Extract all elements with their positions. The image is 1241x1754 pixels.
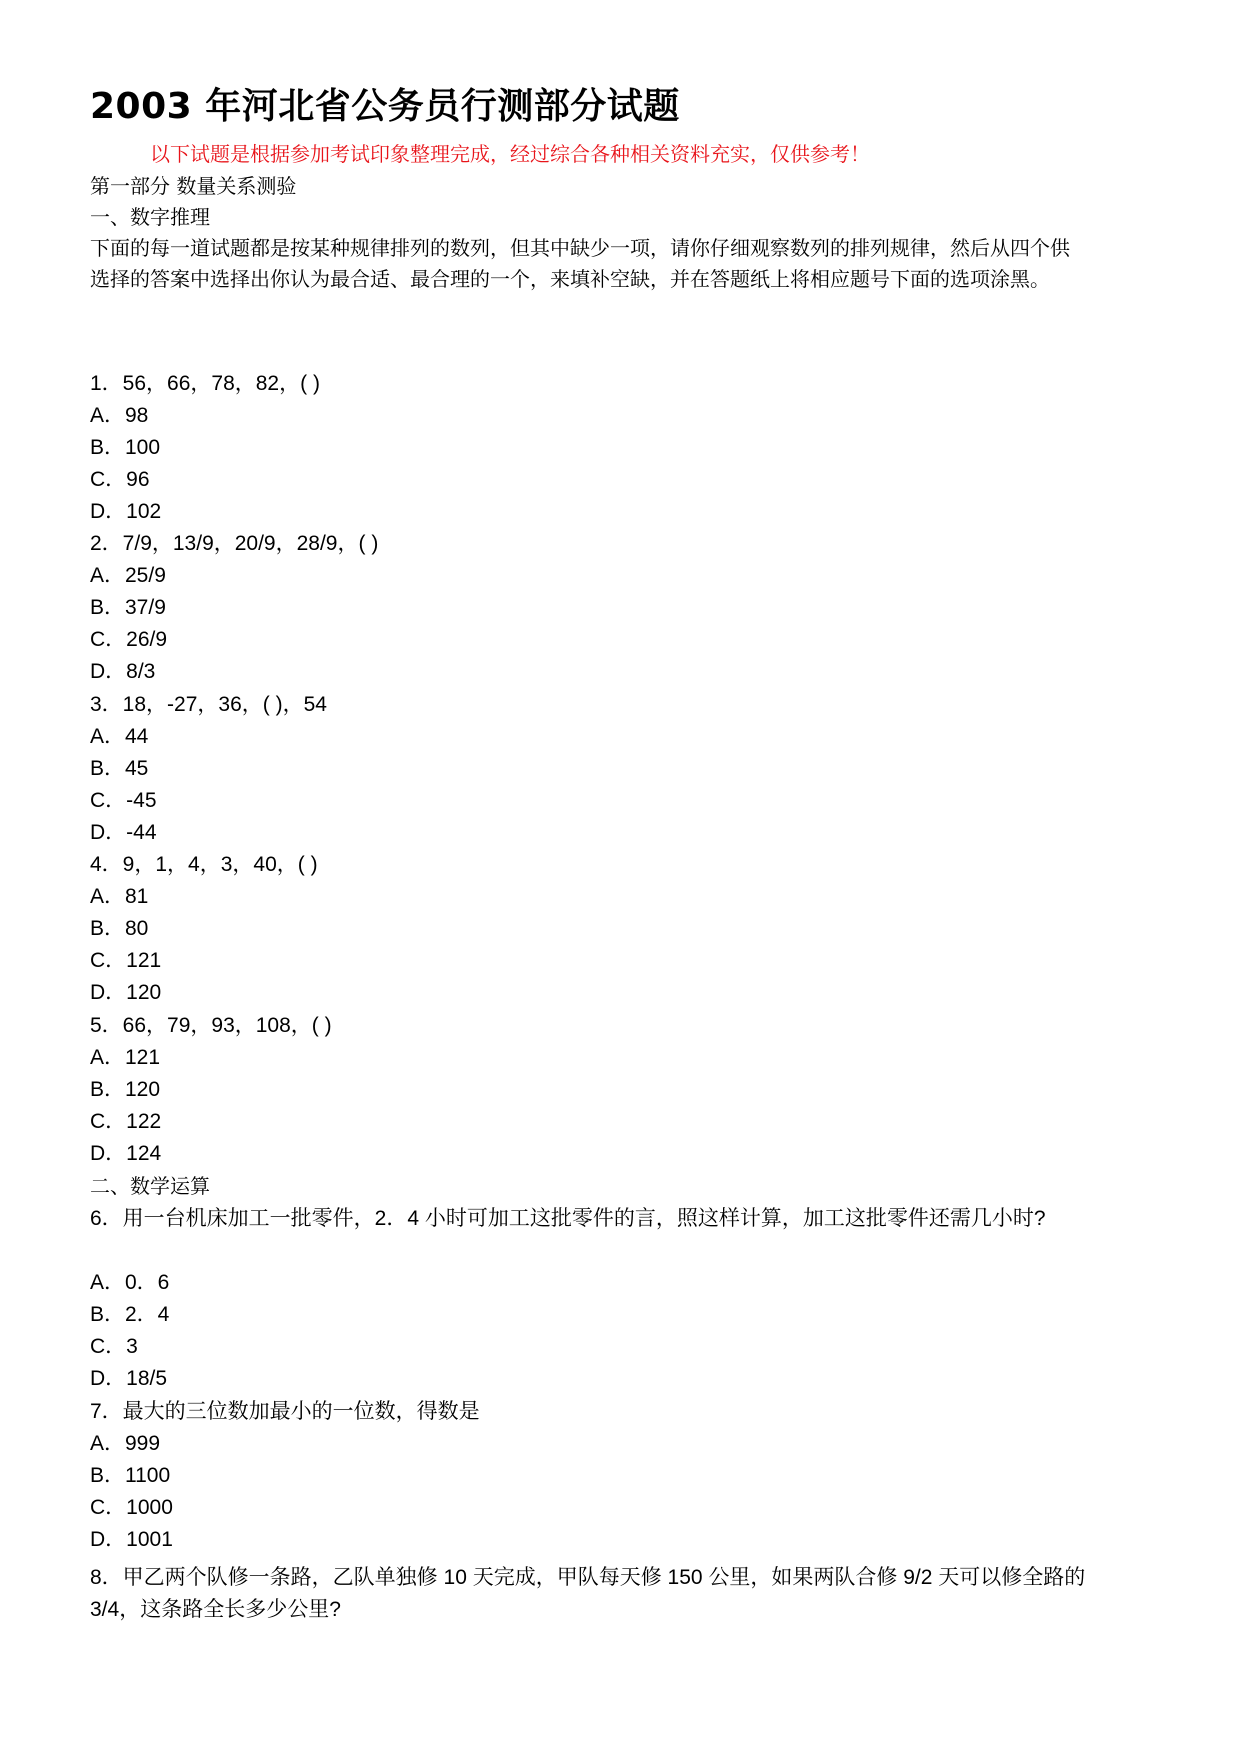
question-7-stem: 7．最大的三位数加最小的一位数，得数是 [90, 1400, 480, 1423]
part-heading: 第一部分 数量关系测验 [90, 174, 297, 198]
question-6-option-c: C．3 [90, 1335, 138, 1358]
instructions-line: 选择的答案中选择出你认为最合适、最合理的一个，来填补空缺，并在答题纸上将相应题号下面的选项涂黑。 [90, 267, 1050, 291]
question-2-option-d: D．8/3 [90, 660, 156, 683]
question-3-stem: 3．18，-27，36，( )，54 [90, 693, 327, 716]
document-title: 2003 年河北省公务员行测部分试题 [90, 86, 680, 127]
question-6-option-a: A．0．6 [90, 1271, 170, 1294]
question-8-stem [90, 1562, 1160, 1626]
question-1-option-a: A．98 [90, 404, 149, 427]
section-heading-number-reasoning: 一、数字推理 [90, 205, 210, 229]
question-7-option-d: D．1001 [90, 1528, 173, 1551]
question-5-option-b: B．120 [90, 1078, 161, 1101]
question-3-option-b: B．45 [90, 757, 149, 780]
question-5-option-a: A．121 [90, 1046, 161, 1069]
question-1-option-d: D．102 [90, 500, 162, 523]
question-4-option-c: C．121 [90, 949, 162, 972]
question-3-option-a: A．44 [90, 725, 149, 748]
question-3-option-c: C．-45 [90, 789, 157, 812]
question-3-option-d: D．-44 [90, 821, 157, 844]
question-5-option-c: C．122 [90, 1110, 162, 1133]
question-2-option-a: A．25/9 [90, 564, 166, 587]
question-7-option-a: A．999 [90, 1432, 161, 1455]
question-6-option-b: B．2．4 [90, 1303, 170, 1326]
question-4-stem: 4．9，1，4，3，40，( ) [90, 853, 318, 876]
question-4-option-a: A．81 [90, 885, 149, 908]
question-1-option-b: B．100 [90, 436, 161, 459]
instructions-line: 下面的每一道试题都是按某种规律排列的数列，但其中缺少一项，请你仔细观察数列的排列规律，然后从四个供 [90, 236, 1070, 260]
question-1-stem: 1．56，66，78，82，( ) [90, 372, 320, 395]
question-8-stem-line: 3/4，这条路全长多少公里? [90, 1598, 341, 1621]
question-5-stem: 5．66，79，93，108，( ) [90, 1014, 332, 1037]
question-6-option-d: D．18/5 [90, 1367, 168, 1390]
section-heading-math-operations: 二、数学运算 [90, 1174, 210, 1198]
notice-text: 以下试题是根据参加考试印象整理完成，经过综合各种相关资料充实，仅供参考！ [150, 142, 870, 166]
question-4-option-d: D．120 [90, 981, 162, 1004]
question-4-option-b: B．80 [90, 917, 149, 940]
question-7-option-c: C．1000 [90, 1496, 173, 1519]
instructions-paragraph [90, 233, 1160, 295]
question-2-option-c: C．26/9 [90, 628, 168, 651]
question-5-option-d: D．124 [90, 1142, 162, 1165]
question-2-option-b: B．37/9 [90, 596, 166, 619]
question-8-stem-line: 8．甲乙两个队修一条路，乙队单独修 10 天完成，甲队每天修 150 公里，如果两队合修 9/2 天可以修全路的 [90, 1566, 1086, 1589]
question-6-stem: 6．用一台机床加工一批零件，2．4 小时可加工这批零件的言，照这样计算，加工这批零件还需几小时? [90, 1207, 1046, 1230]
question-2-stem: 2．7/9，13/9，20/9，28/9，( ) [90, 532, 379, 555]
question-7-option-b: B．1100 [90, 1464, 171, 1487]
question-1-option-c: C．96 [90, 468, 150, 491]
